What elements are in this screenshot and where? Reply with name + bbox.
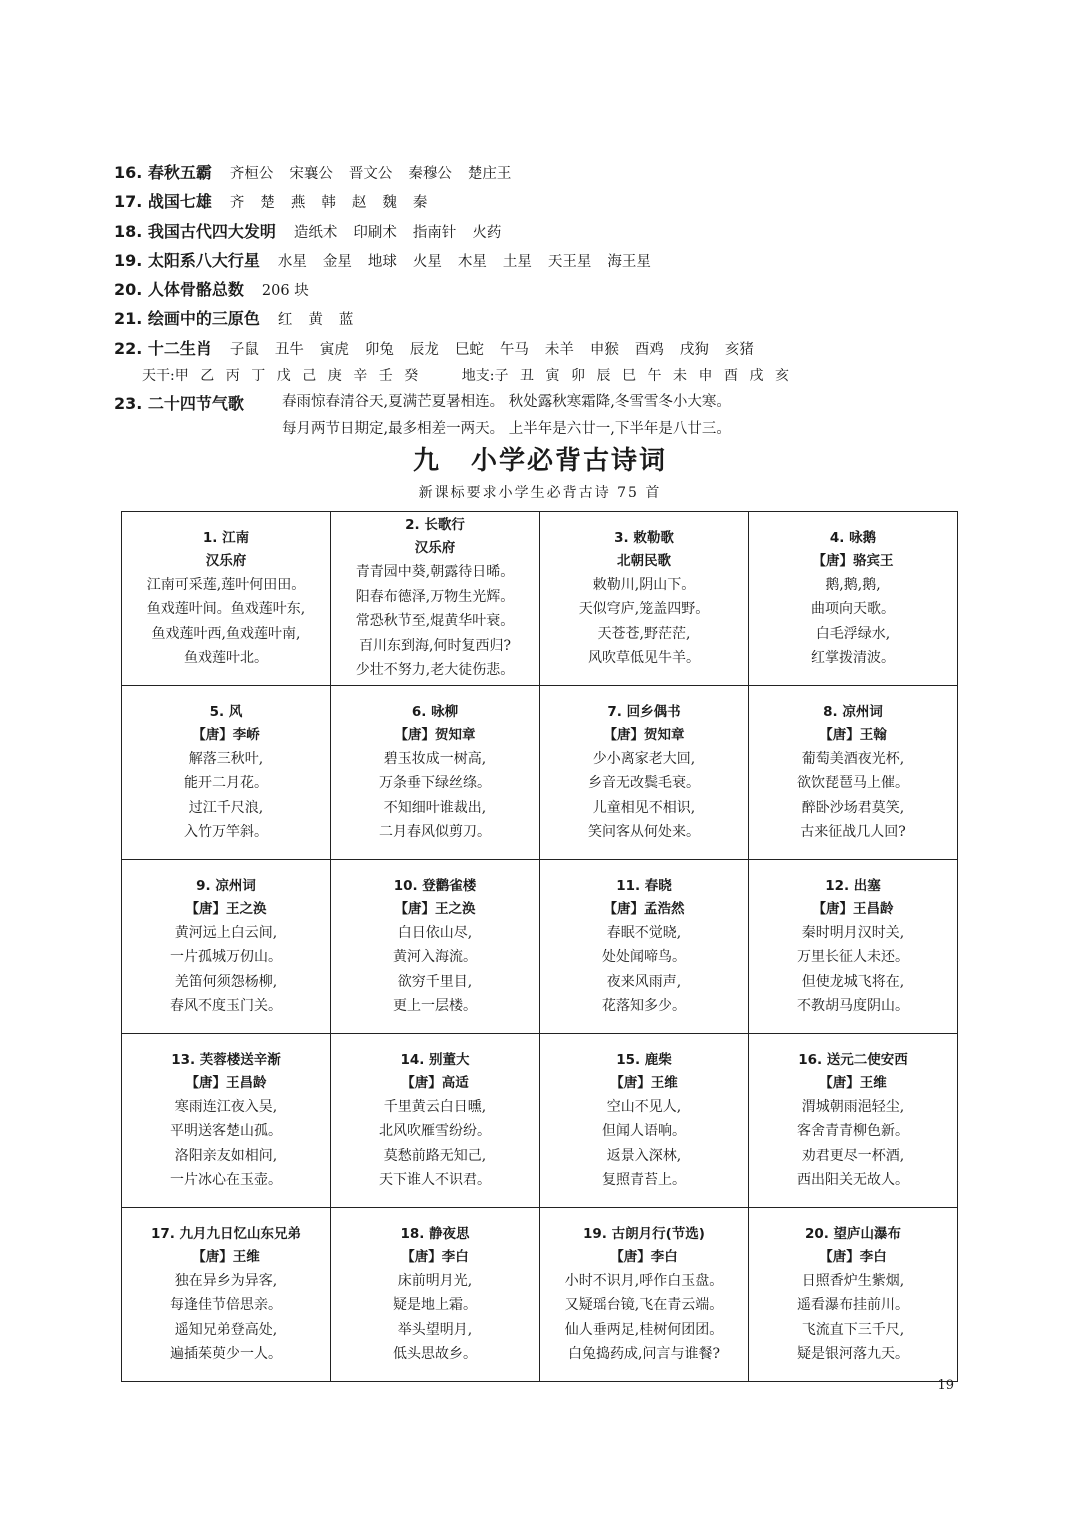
poem-line: 碧玉妆成一树高, — [383, 750, 487, 767]
fact-item: 卯兔 — [364, 341, 394, 358]
fact-lines — [114, 158, 974, 363]
fact-line — [114, 187, 974, 216]
poem-line: 日照香炉生紫烟, — [801, 1272, 905, 1289]
poem-line: 欲穷千里目, — [397, 973, 473, 990]
poem-line: 复照青苔上。 — [602, 1172, 686, 1188]
poem-line: 返景入深林, — [606, 1147, 682, 1164]
fact-title: 22. 十二生肖 — [114, 338, 212, 358]
poem-cell — [540, 860, 749, 1034]
poem-grid — [121, 511, 958, 1382]
dizhi-item: 未 — [672, 368, 687, 385]
poem-line: 秦时明月汉时关, — [801, 924, 905, 941]
poem-line: 疑是地上霜。 — [393, 1297, 477, 1313]
fact-item: 造纸术 — [293, 224, 338, 241]
poem-title: 4. 咏鹅 — [829, 529, 877, 546]
poem-row — [122, 1208, 958, 1382]
poem-author: 【唐】王翰 — [819, 726, 887, 743]
poem-cell — [540, 1034, 749, 1208]
dizhi-item: 亥 — [774, 368, 789, 385]
fact-item: 火星 — [412, 253, 442, 270]
poem-title: 11. 春晓 — [616, 877, 672, 894]
poem-author: 【唐】王昌龄 — [812, 900, 894, 917]
poem-line: 北风吹雁雪纷纷。 — [379, 1123, 491, 1139]
poem-line: 白兔捣药成,问言与谁餐? — [568, 1346, 720, 1362]
poem-line: 更上一层楼。 — [393, 998, 477, 1014]
poem-line: 入竹万竿斜。 — [184, 824, 268, 840]
poem-cell — [331, 1208, 540, 1382]
dizhi-item: 卯 — [570, 368, 585, 385]
fact-item: 指南针 — [412, 224, 457, 241]
poem-line: 红掌拨清波。 — [811, 650, 895, 666]
poem-line: 万条垂下绿丝绦。 — [379, 775, 491, 791]
poem-line: 葡萄美酒夜光杯, — [801, 750, 905, 767]
poem-line: 疑是银河落九天。 — [797, 1346, 909, 1362]
fact-item: 秦穆公 — [408, 166, 452, 182]
fact-line — [114, 334, 974, 363]
fact-item: 黄 — [308, 312, 323, 329]
poem-author: 【唐】王之涣 — [394, 900, 476, 917]
fact-item: 红 — [277, 312, 293, 329]
fact-item: 魏 — [382, 195, 397, 212]
tiangan-item: 己 — [302, 368, 317, 385]
poem-line: 千里黄云白日曛, — [383, 1098, 487, 1115]
poem-line: 白日依山尽, — [397, 924, 473, 941]
poem-author: 【唐】孟浩然 — [603, 900, 685, 917]
poem-author: 【唐】王维 — [192, 1248, 260, 1265]
poem-line: 敕勒川,阴山下。 — [592, 576, 696, 593]
fact-item: 土星 — [502, 253, 532, 270]
poem-line: 风吹草低见牛羊。 — [588, 650, 700, 666]
poem-author: 【唐】骆宾王 — [812, 552, 894, 569]
dizhi-item: 辰 — [596, 368, 611, 385]
fact-title: 19. 太阳系八大行星 — [114, 250, 260, 270]
fact-item: 子鼠 — [229, 341, 259, 358]
fact-line — [114, 158, 974, 187]
fact-item: 韩 — [321, 195, 336, 212]
poem-author: 汉乐府 — [205, 552, 247, 569]
tiangan-item: 辛 — [353, 368, 368, 385]
poem-line: 醉卧沙场君莫笑, — [801, 799, 905, 816]
fact-item: 金星 — [322, 253, 352, 270]
poem-cell — [749, 512, 958, 686]
fact-item: 206 块 — [261, 283, 309, 300]
fact-item: 午马 — [499, 341, 529, 358]
poem-title: 10. 登鹳雀楼 — [393, 877, 477, 894]
poem-line: 天苍苍,野茫茫, — [597, 625, 691, 642]
fact-item: 木星 — [457, 253, 487, 270]
poem-line: 解落三秋叶, — [188, 750, 264, 767]
poem-row — [122, 512, 958, 686]
fact-item: 申猴 — [589, 341, 619, 358]
poem-line: 低头思故乡。 — [393, 1346, 477, 1362]
poem-title: 12. 出塞 — [825, 877, 881, 894]
fact-line — [114, 246, 974, 275]
poem-title: 15. 鹿柴 — [616, 1051, 672, 1068]
poem-cell — [122, 1034, 331, 1208]
ganzhi-line — [114, 363, 974, 389]
dizhi-item: 午 — [647, 368, 662, 385]
poem-author: 【唐】王昌龄 — [185, 1074, 267, 1091]
poem-line: 一片冰心在玉壶。 — [170, 1172, 282, 1188]
poem-title: 14. 别董大 — [400, 1051, 470, 1068]
poem-line: 儿童相见不相识, — [592, 799, 696, 816]
poem-cell — [540, 512, 749, 686]
poem-line: 寒雨连江夜入吴, — [174, 1098, 278, 1115]
dizhi-item: 申 — [698, 368, 713, 385]
fact-item: 水星 — [277, 253, 307, 270]
fact-item: 晋文公 — [348, 166, 393, 182]
fact-item: 燕 — [290, 195, 306, 212]
poem-line: 少壮不努力,老大徒伤悲。 — [355, 662, 515, 679]
poem-cell — [122, 512, 331, 686]
fact-item: 楚 — [260, 195, 275, 212]
poem-title: 1. 江南 — [202, 529, 250, 546]
poem-line: 万里长征人未还。 — [797, 949, 909, 965]
poem-cell — [331, 686, 540, 860]
poem-line: 小时不识月,呼作白玉盘。 — [564, 1272, 724, 1289]
poem-author: 【唐】李白 — [819, 1248, 887, 1265]
fact-item: 宋襄公 — [289, 166, 333, 182]
section-title — [0, 440, 1080, 477]
fact-item: 巳蛇 — [454, 341, 484, 358]
poem-title: 3. 敕勒歌 — [614, 529, 674, 546]
poem-line: 不教胡马度阴山。 — [797, 998, 909, 1014]
poem-title: 20. 望庐山瀑布 — [804, 1225, 902, 1242]
fact-line — [114, 217, 974, 246]
solar-terms — [114, 389, 974, 445]
dizhi-item: 巳 — [621, 368, 636, 385]
fact-item: 亥猪 — [724, 341, 754, 358]
poem-line: 又疑瑶台镜,飞在青云端。 — [564, 1297, 724, 1313]
fact-item: 丑牛 — [274, 341, 304, 358]
poem-cell — [749, 860, 958, 1034]
fact-item: 蓝 — [338, 312, 354, 329]
fact-item: 天王星 — [547, 253, 592, 270]
poem-line: 莫愁前路无知己, — [383, 1147, 487, 1164]
poem-title: 6. 咏柳 — [411, 703, 459, 720]
poem-line: 曲项向天歌。 — [811, 601, 895, 617]
poem-cell — [122, 1208, 331, 1382]
fact-item: 齐 — [229, 195, 245, 212]
tiangan-item: 丁 — [251, 368, 266, 385]
facts-list — [114, 158, 974, 445]
poem-title: 16. 送元二使安西 — [798, 1051, 908, 1068]
poem-line: 西出阳关无故人。 — [797, 1172, 909, 1188]
fact-item: 齐桓公 — [229, 166, 274, 182]
poem-line: 处处闻啼鸟。 — [602, 949, 686, 965]
poem-line: 独在异乡为异客, — [174, 1272, 278, 1289]
poem-line: 天似穹庐,笼盖四野。 — [578, 601, 710, 617]
poem-author: 北朝民歌 — [617, 552, 671, 569]
dizhi-label: 地支: — [461, 368, 495, 385]
fact-item: 印刷术 — [353, 224, 397, 241]
poem-line: 黄河入海流。 — [393, 949, 477, 965]
poem-title: 5. 风 — [209, 703, 243, 720]
poem-line: 二月春风似剪刀。 — [379, 824, 491, 840]
poem-author: 【唐】王维 — [819, 1074, 887, 1091]
poem-line: 天下谁人不识君。 — [379, 1172, 491, 1188]
poem-author: 【唐】王维 — [610, 1074, 678, 1091]
poem-line: 空山不见人, — [606, 1098, 682, 1115]
poem-author: 【唐】高适 — [401, 1074, 469, 1091]
poem-author: 【唐】李峤 — [192, 726, 260, 743]
poem-line: 遥知兄弟登高处, — [174, 1321, 278, 1338]
poem-line: 夜来风雨声, — [606, 973, 682, 990]
dizhi-item: 酉 — [723, 368, 738, 385]
poem-line: 少小离家老大回, — [592, 750, 696, 767]
poem-row — [122, 686, 958, 860]
poem-line: 鱼戏莲叶北。 — [184, 650, 268, 666]
fact-item: 秦 — [412, 195, 428, 212]
dizhi-item: 戌 — [749, 368, 764, 385]
fact-item: 赵 — [351, 195, 367, 212]
poem-line: 乡音无改鬓毛衰。 — [588, 775, 700, 791]
fact-title: 20. 人体骨骼总数 — [114, 280, 244, 300]
fact-item: 地球 — [367, 253, 397, 270]
poem-line: 但闻人语响。 — [602, 1123, 686, 1139]
tiangan-item: 戊 — [276, 368, 291, 385]
poem-line: 能开二月花。 — [184, 775, 268, 791]
tiangan-item: 庚 — [327, 368, 342, 385]
poem-author: 【唐】李白 — [401, 1248, 469, 1265]
fact-item: 未羊 — [544, 341, 574, 358]
poem-author: 【唐】王之涣 — [185, 900, 267, 917]
section-title-text: 小学必背古诗词 — [471, 446, 668, 476]
fact-title: 17. 战国七雄 — [114, 192, 212, 212]
poem-line: 平明送客楚山孤。 — [170, 1123, 282, 1139]
poem-title: 8. 凉州词 — [823, 703, 883, 720]
poem-row — [122, 860, 958, 1034]
poem-title: 18. 静夜思 — [400, 1225, 470, 1242]
tiangan-label: 天干: — [142, 368, 175, 385]
solar-terms-line-2: 每月两节日期定,最多相差一两天。 上半年是六廿一,下半年是八廿三。 — [282, 421, 731, 438]
fact-item: 辰龙 — [409, 341, 439, 358]
fact-item: 火药 — [472, 224, 502, 241]
poem-line: 笑问客从何处来。 — [588, 824, 700, 840]
fact-line — [114, 304, 974, 333]
solar-terms-line-1: 春雨惊春清谷天,夏满芒夏暑相连。 秋处露秋寒霜降,冬雪雪冬小大寒。 — [282, 394, 731, 411]
poem-author: 汉乐府 — [414, 540, 456, 557]
poem-line: 春风不度玉门关。 — [170, 998, 282, 1014]
dizhi-item: 子 — [494, 368, 509, 385]
poem-line: 劝君更尽一杯酒, — [801, 1147, 905, 1164]
poem-line: 阳春布德泽,万物生光辉。 — [355, 588, 515, 605]
fact-title: 18. 我国古代四大发明 — [114, 221, 276, 241]
poem-cell — [540, 686, 749, 860]
poem-cell — [122, 686, 331, 860]
tiangan-item: 甲 — [174, 368, 189, 385]
poem-line: 仙人垂两足,桂树何团团。 — [564, 1321, 724, 1338]
poem-author: 【唐】贺知章 — [394, 726, 476, 743]
solar-terms-text — [282, 389, 731, 443]
fact-item: 楚庄王 — [467, 166, 512, 182]
poem-line: 春眠不觉晓, — [606, 924, 682, 941]
poem-line: 百川东到海,何时复西归? — [359, 637, 511, 654]
poem-title: 19. 古朗月行(节选) — [583, 1225, 705, 1242]
poem-line: 遥看瀑布挂前川。 — [797, 1297, 909, 1313]
poem-line: 花落知多少。 — [602, 998, 686, 1014]
poem-cell — [331, 512, 540, 686]
fact-item: 寅虎 — [319, 341, 349, 358]
poem-line: 举头望明月, — [397, 1321, 473, 1338]
poem-line: 常恐秋节至,焜黄华叶衰。 — [355, 613, 515, 630]
poem-line: 床前明月光, — [397, 1272, 473, 1289]
fact-item: 海王星 — [607, 253, 651, 270]
fact-item: 戌狗 — [679, 341, 709, 358]
poem-line: 不知细叶谁裁出, — [383, 799, 487, 816]
poem-line: 黄河远上白云间, — [174, 924, 278, 941]
poem-line: 青青园中葵,朝露待日晞。 — [355, 564, 515, 581]
poem-line: 羌笛何须怨杨柳, — [174, 973, 278, 990]
poem-cell — [749, 1034, 958, 1208]
fact-title: 21. 绘画中的三原色 — [114, 309, 260, 329]
poem-line: 鹅,鹅,鹅, — [825, 576, 881, 593]
poem-cell — [331, 1034, 540, 1208]
tiangan-item: 乙 — [200, 368, 215, 385]
poem-line: 但使龙城飞将在, — [801, 973, 905, 990]
poem-line: 渭城朝雨浥轻尘, — [801, 1098, 905, 1115]
section-number: 九 — [412, 446, 441, 476]
poem-title: 13. 芙蓉楼送辛渐 — [171, 1051, 281, 1068]
poem-title: 9. 凉州词 — [196, 877, 256, 894]
poem-cell — [331, 860, 540, 1034]
dizhi-item: 丑 — [519, 368, 534, 385]
tiangan-item: 壬 — [378, 368, 393, 385]
poem-line: 白毛浮绿水, — [815, 625, 891, 642]
poem-title: 7. 回乡偶书 — [607, 703, 681, 720]
poem-cell — [749, 686, 958, 860]
fact-line — [114, 275, 974, 304]
poem-cell — [540, 1208, 749, 1382]
poem-line: 一片孤城万仞山。 — [170, 949, 282, 965]
poem-line: 洛阳亲友如相问, — [174, 1147, 278, 1164]
solar-terms-title: 23. 二十四节气歌 — [114, 394, 244, 414]
poem-author: 【唐】贺知章 — [603, 726, 685, 743]
tiangan-item: 丙 — [225, 368, 240, 385]
fact-item: 酉鸡 — [634, 341, 664, 358]
poem-author: 【唐】李白 — [610, 1248, 678, 1265]
poem-line: 欲饮琵琶马上催。 — [797, 775, 909, 791]
poem-row — [122, 1034, 958, 1208]
poem-line: 遍插茱萸少一人。 — [170, 1346, 282, 1362]
poem-line: 客舍青青柳色新。 — [797, 1123, 909, 1139]
poem-title: 2. 长歌行 — [405, 517, 465, 534]
page-number: 19 — [937, 1378, 954, 1393]
fact-title: 16. 春秋五霸 — [114, 163, 212, 182]
poem-line: 飞流直下三千尺, — [801, 1321, 905, 1338]
poem-line: 江南可采莲,莲叶何田田。 — [146, 576, 306, 593]
poem-cell — [749, 1208, 958, 1382]
dizhi-item: 寅 — [545, 368, 560, 385]
poem-cell — [122, 860, 331, 1034]
section-subtitle: 新课标要求小学生必背古诗 75 首 — [418, 485, 662, 501]
poem-line: 鱼戏莲叶间。鱼戏莲叶东, — [146, 601, 306, 617]
poem-line: 每逢佳节倍思亲。 — [170, 1297, 282, 1313]
poem-line: 鱼戏莲叶西,鱼戏莲叶南, — [151, 625, 301, 642]
poem-line: 过江千尺浪, — [188, 799, 264, 816]
poem-title: 17. 九月九日忆山东兄弟 — [150, 1225, 302, 1242]
poem-line: 古来征战几人回? — [800, 824, 906, 840]
tiangan-item: 癸 — [404, 368, 419, 385]
